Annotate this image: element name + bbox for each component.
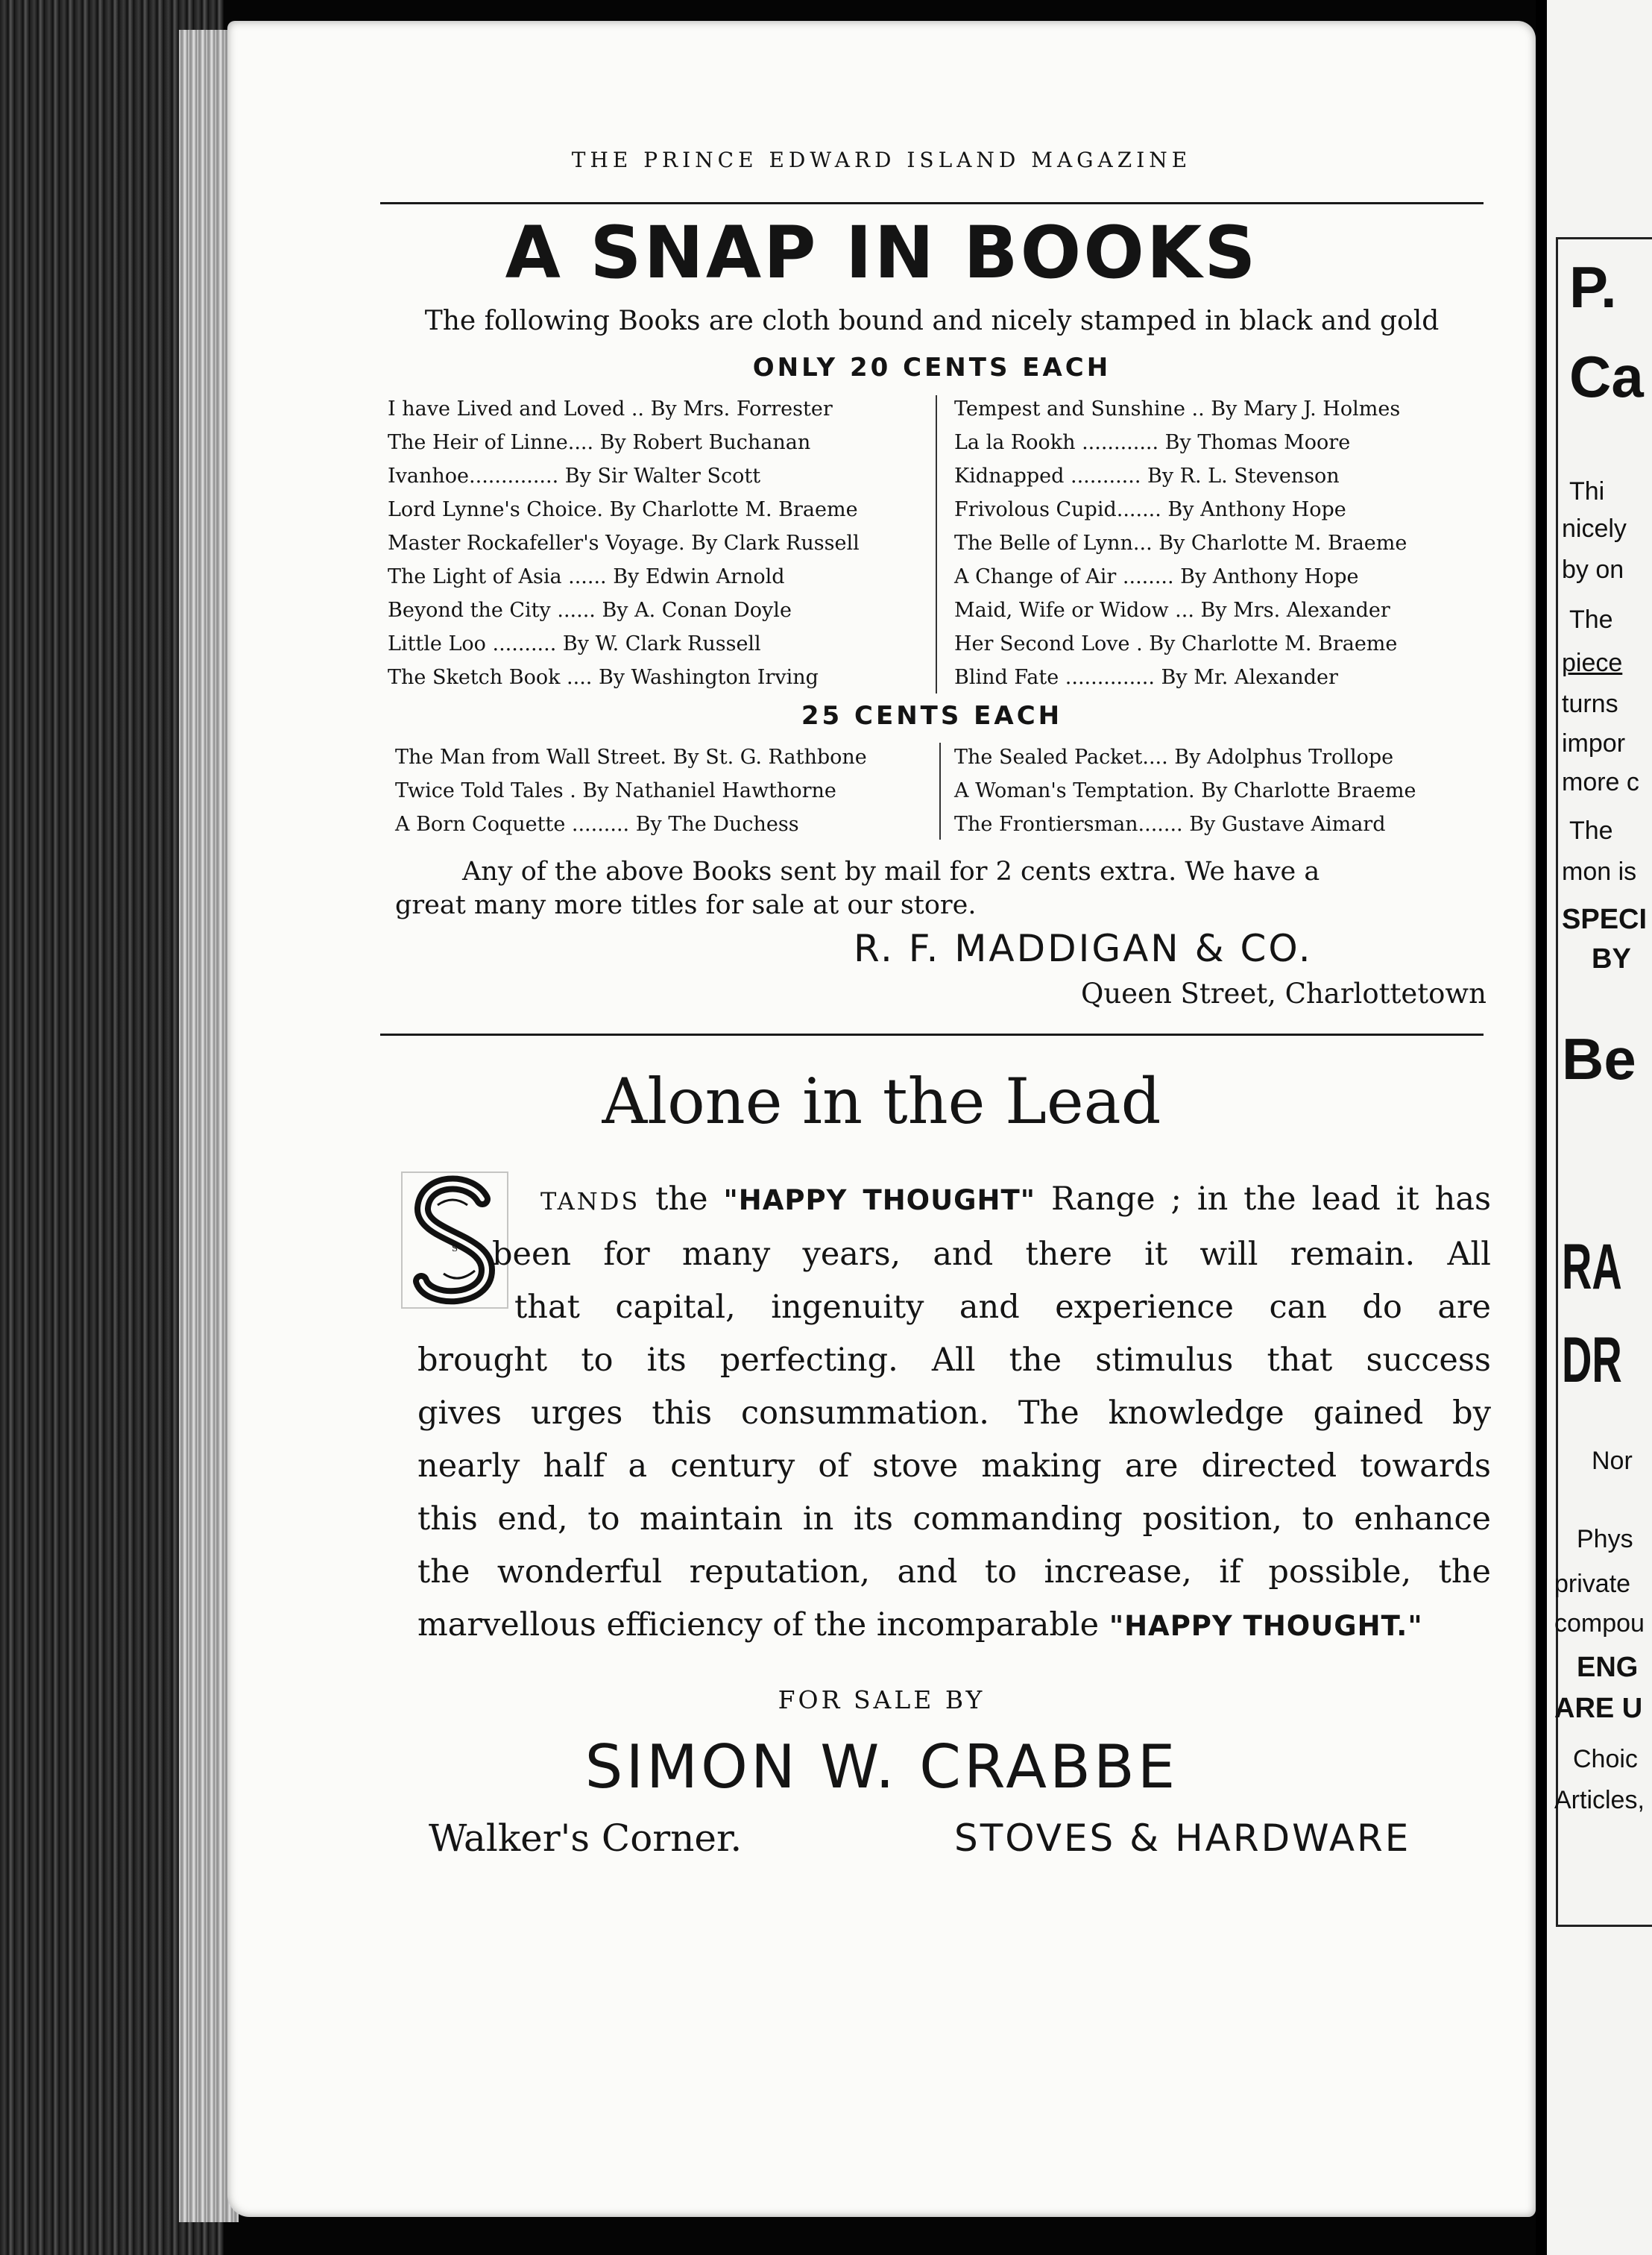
fragment-text: The bbox=[1569, 606, 1613, 634]
books-ad-subtitle: The following Books are cloth bound and nicely stamped in black and gold bbox=[424, 306, 1440, 336]
fragment-text: Phys bbox=[1577, 1525, 1633, 1553]
stove-ad-title: Alone in the Lead bbox=[602, 1065, 1161, 1138]
stove-seller-name: SIMON W. CRABBE bbox=[584, 1732, 1179, 1802]
list-item: Blind Fate .............. By Mr. Alexander bbox=[954, 666, 1338, 689]
dropcap-letter: S bbox=[451, 1243, 458, 1254]
list-item: The Man from Wall Street. By St. G. Rathbone bbox=[395, 746, 867, 769]
list-item: The Belle of Lynn... By Charlotte M. Braeme bbox=[954, 532, 1407, 555]
fragment-text: turns bbox=[1562, 690, 1618, 718]
books-seller-name: R. F. MADDIGAN & CO. bbox=[854, 927, 1313, 970]
list-item: Master Rockafeller's Voyage. By Clark Russell bbox=[388, 532, 860, 555]
fragment-text: mon is bbox=[1562, 858, 1637, 886]
fragment-text: nicely bbox=[1562, 515, 1627, 543]
fragment-text: Choic bbox=[1573, 1745, 1638, 1773]
list-item: Ivanhoe.............. By Sir Walter Scott bbox=[388, 465, 761, 488]
body-line-9 bbox=[417, 1599, 1491, 1652]
body-line-1 bbox=[540, 1173, 1491, 1228]
lead-in: TANDS bbox=[540, 1187, 640, 1215]
body-line-8: the wonderful reputation, and to increase, if possible, the bbox=[417, 1553, 1491, 1591]
list-item: Beyond the City ...... By A. Conan Doyle bbox=[388, 599, 792, 622]
list-item: Frivolous Cupid....... By Anthony Hope bbox=[954, 498, 1346, 521]
stove-seller-location: Walker's Corner. bbox=[429, 1817, 743, 1860]
list-item: A Born Coquette ......... By The Duchess bbox=[395, 813, 799, 836]
fragment-text: ENG bbox=[1577, 1652, 1639, 1683]
fragment-text: private bbox=[1554, 1570, 1631, 1598]
list-item: The Sketch Book .... By Washington Irving bbox=[388, 666, 819, 689]
body-line-7: this end, to maintain in its commanding position, to enhance bbox=[417, 1500, 1491, 1538]
body-line-6: nearly half a century of stove making are directed towards bbox=[417, 1447, 1491, 1485]
body-line-3: that capital, ingenuity and experience can do are bbox=[514, 1289, 1491, 1326]
running-head: THE PRINCE EDWARD ISLAND MAGAZINE bbox=[571, 148, 1192, 172]
stove-ad-body bbox=[417, 1173, 1491, 1652]
book-list-25-right bbox=[954, 740, 1487, 841]
books-seller-address: Queen Street, Charlottetown bbox=[1081, 978, 1487, 1010]
body-text-span: marvellous efficiency of the incomparable bbox=[417, 1606, 1100, 1644]
fragment-text: RA bbox=[1562, 1231, 1622, 1303]
mail-note-line2: great many more titles for sale at our store. bbox=[395, 890, 977, 920]
brand-name: "HAPPY THOUGHT." bbox=[1109, 1610, 1423, 1642]
fragment-text: Articles, bbox=[1554, 1786, 1645, 1814]
magazine-page bbox=[227, 21, 1536, 2217]
fragment-text: Nor bbox=[1592, 1447, 1633, 1475]
fragment-text: DR bbox=[1562, 1324, 1622, 1396]
book-list-20-left bbox=[388, 392, 936, 694]
mail-note-line1: Any of the above Books sent by mail for 2 cents extra. We have a bbox=[462, 857, 1320, 887]
list-item: The Sealed Packet.... By Adolphus Trollope bbox=[954, 746, 1394, 769]
list-item: Kidnapped ........... By R. L. Stevenson bbox=[954, 465, 1340, 488]
list-item: Tempest and Sunshine .. By Mary J. Holmes bbox=[954, 397, 1401, 421]
list-item: Twice Told Tales . By Nathaniel Hawthorne bbox=[395, 779, 836, 802]
stove-seller-trade: STOVES & HARDWARE bbox=[954, 1817, 1411, 1860]
fragment-text: Be bbox=[1562, 1026, 1636, 1092]
list-item: The Heir of Linne.... By Robert Buchanan bbox=[388, 431, 811, 454]
brand-name: "HAPPY THOUGHT" bbox=[723, 1184, 1036, 1216]
body-text-span: Range ; in the lead it has bbox=[1050, 1180, 1492, 1218]
column-divider bbox=[939, 743, 941, 840]
list-item: Little Loo .......... By W. Clark Russell bbox=[388, 632, 761, 655]
adjacent-page-fragment bbox=[1547, 0, 1652, 2255]
fragment-text: Thi bbox=[1569, 477, 1605, 506]
fragment-text: ARE U bbox=[1554, 1693, 1643, 1724]
body-line-4: brought to its perfecting. All the stimulus that success bbox=[417, 1342, 1491, 1379]
book-list-20-right bbox=[954, 392, 1487, 694]
price-heading-25: 25 CENTS EACH bbox=[801, 701, 1063, 731]
ad-divider-rule bbox=[380, 1034, 1484, 1036]
list-item: A Woman's Temptation. By Charlotte Braeme bbox=[954, 779, 1416, 802]
books-ad-title: A SNAP IN BOOKS bbox=[505, 211, 1258, 295]
body-word: the bbox=[655, 1180, 708, 1218]
fragment-text: Ca bbox=[1569, 344, 1644, 409]
fragment-text: impor bbox=[1562, 729, 1626, 758]
list-item: Her Second Love . By Charlotte M. Braeme bbox=[954, 632, 1398, 655]
header-rule bbox=[380, 202, 1484, 204]
list-item: La la Rookh ............ By Thomas Moore bbox=[954, 431, 1351, 454]
fragment-text: more c bbox=[1562, 768, 1639, 796]
fragment-text: piece bbox=[1562, 649, 1623, 677]
book-list-25-left bbox=[395, 740, 936, 841]
column-divider bbox=[936, 395, 937, 694]
fragment-text: compou bbox=[1554, 1609, 1645, 1638]
body-line-5: gives urges this consummation. The knowledge gained by bbox=[417, 1394, 1491, 1432]
body-line-2: been for many years, and there it will remain. All bbox=[492, 1236, 1491, 1273]
fragment-text: The bbox=[1569, 817, 1613, 845]
fragment-text: by on bbox=[1562, 556, 1624, 584]
fragment-text: BY bbox=[1592, 943, 1631, 975]
fragment-text: SPECI bbox=[1562, 904, 1648, 935]
fragment-text: P. bbox=[1569, 254, 1617, 320]
price-heading-20: ONLY 20 CENTS EACH bbox=[752, 353, 1112, 383]
list-item: Lord Lynne's Choice. By Charlotte M. Braeme bbox=[388, 498, 858, 521]
list-item: A Change of Air ........ By Anthony Hope bbox=[954, 565, 1359, 588]
list-item: The Frontiersman....... By Gustave Aimard bbox=[954, 813, 1386, 836]
list-item: Maid, Wife or Widow ... By Mrs. Alexander bbox=[954, 599, 1390, 622]
list-item: The Light of Asia ...... By Edwin Arnold bbox=[388, 565, 785, 588]
for-sale-label: FOR SALE BY bbox=[778, 1685, 986, 1714]
list-item: I have Lived and Loved .. By Mrs. Forrester bbox=[388, 397, 833, 421]
